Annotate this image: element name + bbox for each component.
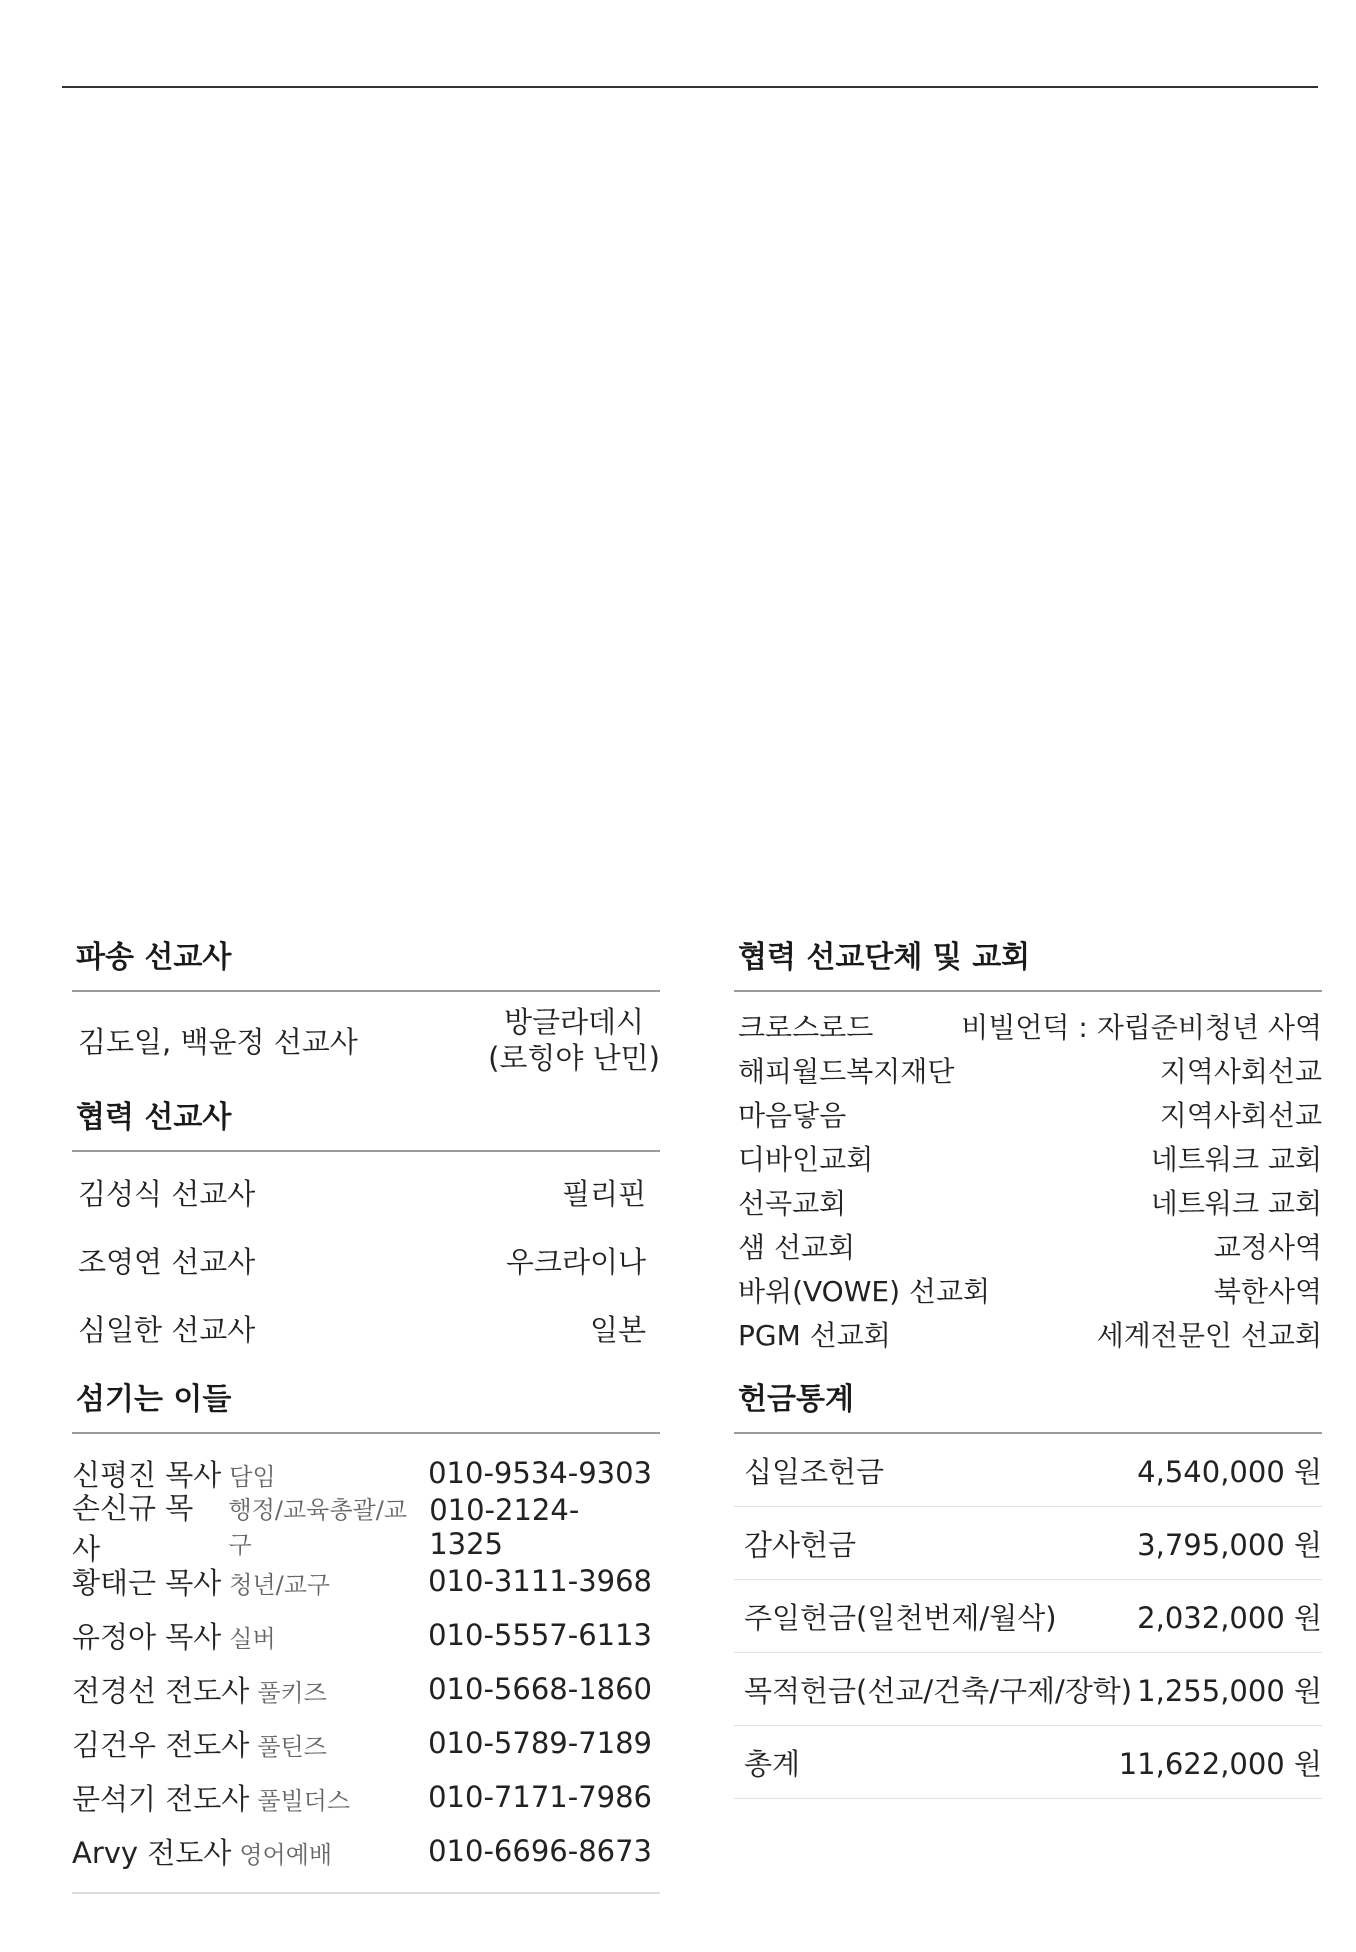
section-divider [734, 990, 1322, 992]
table-row [734, 1580, 1322, 1653]
missionary-country: 일본 [589, 1312, 646, 1347]
missionary-country: 필리핀 [561, 1176, 646, 1211]
org-category: 네트워크 교회 [1150, 1143, 1322, 1176]
staff-row [72, 1770, 660, 1824]
offerings-section [734, 1378, 1322, 1799]
staff-phone: 010-9534-9303 [428, 1456, 652, 1490]
top-divider [62, 86, 1318, 88]
staff-role: 실버 [229, 1624, 276, 1653]
section-title-offerings: 헌금통계 [738, 1382, 854, 1417]
org-name: 바위(VOWE) 선교회 [738, 1275, 991, 1308]
missionary-name: 심일한 선교사 [78, 1312, 256, 1347]
staff-name: 손신규 목사 [72, 1491, 194, 1566]
org-category: 세계전문인 선교회 [1096, 1319, 1322, 1352]
staff-section [72, 1378, 660, 1894]
table-row-total [734, 1726, 1322, 1799]
missionary-country [488, 1004, 660, 1076]
org-category: 지역사회선교 [1159, 1055, 1322, 1088]
staff-role: 풀틴즈 [257, 1732, 327, 1761]
staff-name: 전경선 전도사 [72, 1673, 250, 1708]
offering-amount: 4,540,000 원 [1137, 1454, 1322, 1489]
missionary-name: 김성식 선교사 [78, 1176, 256, 1211]
org-name: 선곡교회 [738, 1187, 847, 1220]
list-item [734, 1048, 1322, 1092]
staff-name: 신평진 목사 [72, 1457, 222, 1492]
offering-label: 감사헌금 [744, 1527, 857, 1562]
list-item [734, 1180, 1322, 1224]
staff-phone: 010-5789-7189 [428, 1726, 652, 1760]
org-name: 샘 선교회 [738, 1231, 856, 1264]
sent-missionary-row [72, 992, 660, 1078]
org-category: 네트워크 교회 [1150, 1187, 1322, 1220]
country-line1: 방글라데시 [504, 1005, 645, 1039]
org-category: 비빌언덕 : 자립준비청년 사역 [961, 1011, 1322, 1044]
org-name: 크로스로드 [738, 1011, 874, 1044]
orgs-section [734, 936, 1322, 1356]
section-end-divider [72, 1892, 660, 1894]
staff-name: 황태근 목사 [72, 1565, 222, 1600]
staff-row [72, 1824, 660, 1878]
staff-phone: 010-5557-6113 [428, 1618, 652, 1652]
org-category: 북한사역 [1213, 1275, 1322, 1308]
staff-row [72, 1716, 660, 1770]
offering-amount: 3,795,000 원 [1137, 1527, 1322, 1562]
staff-phone: 010-5668-1860 [428, 1672, 652, 1706]
staff-role: 영어예배 [239, 1840, 333, 1869]
staff-name: 김건우 전도사 [72, 1727, 250, 1762]
coop-missionary-section [72, 1096, 660, 1362]
org-category: 교정사역 [1213, 1231, 1322, 1264]
left-column [72, 936, 660, 1894]
org-category: 지역사회선교 [1159, 1099, 1322, 1132]
section-title-orgs: 협력 선교단체 및 교회 [738, 940, 1031, 975]
staff-phone: 010-2124-1325 [429, 1493, 580, 1561]
list-item [72, 1226, 660, 1294]
table-row [734, 1434, 1322, 1507]
staff-role: 풀키즈 [257, 1678, 327, 1707]
staff-name: Arvy 전도사 [72, 1835, 232, 1870]
offering-label: 목적헌금(선교/건축/구제/장학) [744, 1673, 1133, 1708]
list-item [734, 1092, 1322, 1136]
list-item [734, 1268, 1322, 1312]
sent-missionary-section [72, 936, 660, 1078]
org-name: 마음닿음 [738, 1099, 847, 1132]
offering-label: 총계 [744, 1746, 801, 1781]
staff-phone: 010-3111-3968 [428, 1564, 652, 1598]
section-divider [72, 1150, 660, 1152]
missionary-country: 우크라이나 [505, 1244, 646, 1279]
org-name: 해피월드복지재단 [738, 1055, 955, 1088]
list-item [734, 1004, 1322, 1048]
staff-role: 청년/교구 [229, 1570, 331, 1599]
missionary-name: 김도일, 백윤정 선교사 [78, 1024, 358, 1059]
list-item [734, 1136, 1322, 1180]
country-line2: (로힝야 난민) [488, 1041, 660, 1075]
table-row [734, 1653, 1322, 1726]
offering-amount: 2,032,000 원 [1137, 1600, 1322, 1635]
staff-name: 문석기 전도사 [72, 1781, 250, 1816]
offering-label: 십일조헌금 [744, 1454, 885, 1489]
staff-role: 풀빌더스 [257, 1786, 351, 1815]
staff-role: 담임 [229, 1462, 276, 1491]
staff-row [72, 1662, 660, 1716]
staff-row [72, 1608, 660, 1662]
staff-phone: 010-7171-7986 [428, 1780, 652, 1814]
section-divider [72, 1432, 660, 1434]
org-name: PGM 선교회 [738, 1319, 891, 1352]
staff-row [72, 1491, 660, 1566]
offering-amount: 11,622,000 원 [1118, 1746, 1322, 1781]
section-title-sent: 파송 선교사 [76, 940, 232, 975]
list-item [72, 1158, 660, 1226]
section-title-staff: 섬기는 이들 [76, 1382, 232, 1417]
list-item [734, 1224, 1322, 1268]
table-row [734, 1507, 1322, 1580]
list-item [72, 1294, 660, 1362]
offering-label: 주일헌금(일천번제/월삭) [744, 1600, 1057, 1635]
section-title-coop: 협력 선교사 [76, 1100, 232, 1135]
right-column [734, 936, 1322, 1799]
staff-phone: 010-6696-8673 [428, 1834, 652, 1868]
list-item [734, 1312, 1322, 1356]
offering-amount: 1,255,000 원 [1137, 1673, 1322, 1708]
org-name: 디바인교회 [738, 1143, 874, 1176]
staff-name: 유정아 목사 [72, 1619, 222, 1654]
missionary-name: 조영연 선교사 [78, 1244, 256, 1279]
staff-role: 행정/교육총괄/교구 [228, 1496, 408, 1559]
